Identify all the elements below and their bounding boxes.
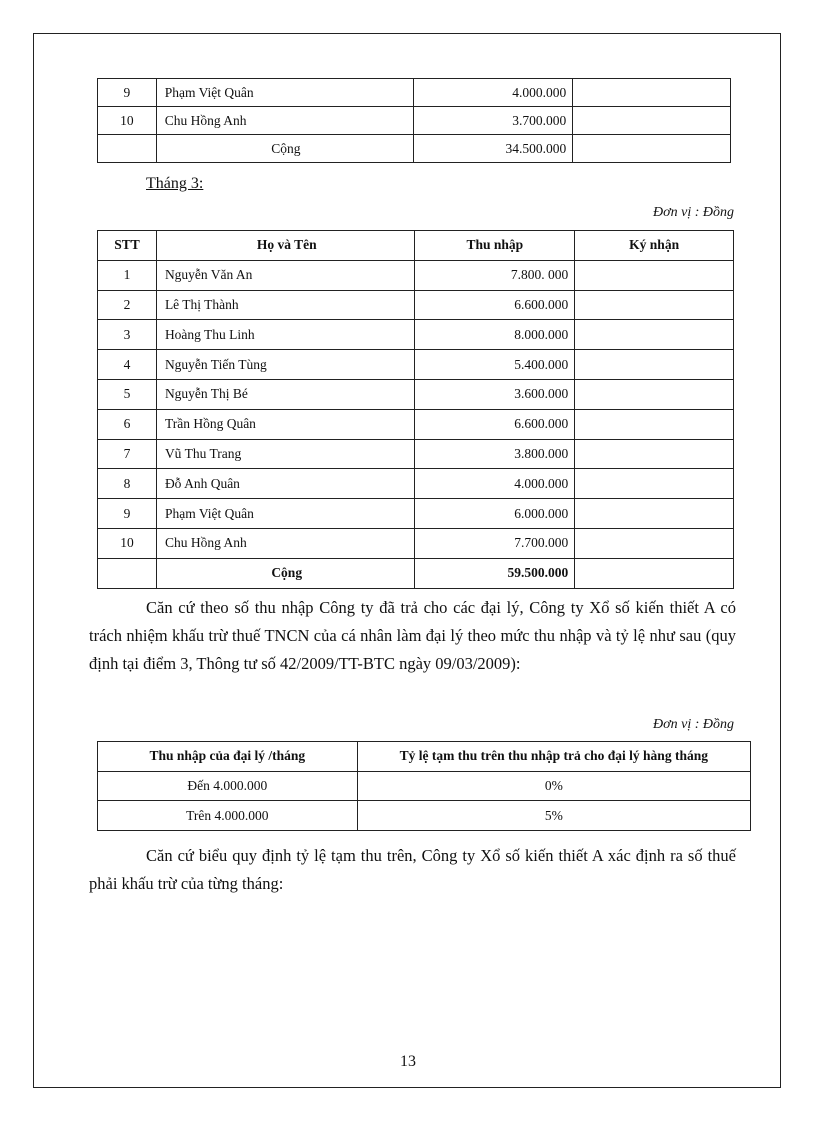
sign-cell bbox=[575, 499, 734, 529]
total-row bbox=[98, 135, 731, 163]
table-row bbox=[98, 379, 734, 409]
sign-cell bbox=[575, 439, 734, 469]
income-cell: Trên 4.000.000 bbox=[98, 801, 358, 831]
sign-cell bbox=[573, 107, 731, 135]
stt-cell: 10 bbox=[98, 107, 157, 135]
header-row bbox=[98, 231, 734, 261]
stt-cell: 8 bbox=[98, 469, 157, 499]
header-income: Thu nhập bbox=[415, 231, 575, 261]
previous-month-table bbox=[97, 78, 731, 163]
table-row bbox=[98, 260, 734, 290]
header-sign: Ký nhận bbox=[575, 231, 734, 261]
stt-cell: 1 bbox=[98, 260, 157, 290]
total-amount: 59.500.000 bbox=[415, 558, 575, 588]
table-row bbox=[98, 350, 734, 380]
rate-cell: 5% bbox=[357, 801, 750, 831]
table-row bbox=[98, 290, 734, 320]
sign-cell bbox=[575, 558, 734, 588]
stt-cell: 9 bbox=[98, 499, 157, 529]
march-income-table bbox=[97, 230, 734, 589]
table-row bbox=[98, 409, 734, 439]
stt-cell: 2 bbox=[98, 290, 157, 320]
amount-cell: 7.700.000 bbox=[415, 528, 575, 558]
total-label: Cộng bbox=[156, 135, 413, 163]
amount-cell: 4.000.000 bbox=[415, 469, 575, 499]
sign-cell bbox=[575, 528, 734, 558]
page-number: 13 bbox=[400, 1053, 416, 1070]
name-cell: Chu Hồng Anh bbox=[156, 528, 415, 558]
income-cell: Đến 4.000.000 bbox=[98, 771, 358, 801]
name-cell: Vũ Thu Trang bbox=[156, 439, 415, 469]
amount-cell: 7.800. 000 bbox=[415, 260, 575, 290]
total-row bbox=[98, 558, 734, 588]
header-name: Họ và Tên bbox=[156, 231, 415, 261]
table-row bbox=[98, 771, 751, 801]
table-row bbox=[98, 79, 731, 107]
name-cell: Chu Hồng Anh bbox=[156, 107, 413, 135]
paragraph-withholding: Căn cứ theo số thu nhập Công ty đã trả cho các đại lý, Công ty Xổ số kiến thiết A có trách nhiệm khấu trừ thuế TNCN của cá nhân làm đại lý theo mức thu nhập và tỷ lệ như sau (quy định tại điểm 3, Thông tư số 42/2009/TT-BTC ngày 09/03/2009): bbox=[89, 598, 736, 673]
table-row bbox=[98, 528, 734, 558]
name-cell: Đỗ Anh Quân bbox=[156, 469, 415, 499]
header-income: Thu nhập của đại lý /tháng bbox=[98, 742, 358, 772]
header-row bbox=[98, 742, 751, 772]
name-cell: Phạm Việt Quân bbox=[156, 499, 415, 529]
tax-rate-table bbox=[97, 741, 751, 831]
name-cell: Phạm Việt Quân bbox=[156, 79, 413, 107]
table-row bbox=[98, 801, 751, 831]
amount-cell: 5.400.000 bbox=[415, 350, 575, 380]
paragraph-rate-basis: Căn cứ biểu quy định tỷ lệ tạm thu trên, Công ty Xổ số kiến thiết A xác định ra số thuế phải khấu trừ của từng tháng: bbox=[89, 846, 736, 893]
stt-cell: 9 bbox=[98, 79, 157, 107]
name-cell: Lê Thị Thành bbox=[156, 290, 415, 320]
sign-cell bbox=[575, 350, 734, 380]
table-row bbox=[98, 439, 734, 469]
name-cell: Nguyễn Thị Bé bbox=[156, 379, 415, 409]
amount-cell: 4.000.000 bbox=[413, 79, 572, 107]
amount-cell: 3.800.000 bbox=[415, 439, 575, 469]
name-cell: Nguyễn Văn An bbox=[156, 260, 415, 290]
stt-cell: 7 bbox=[98, 439, 157, 469]
sign-cell bbox=[575, 469, 734, 499]
table-row bbox=[98, 320, 734, 350]
sign-cell bbox=[575, 320, 734, 350]
table-row bbox=[98, 107, 731, 135]
month-heading: Tháng 3: bbox=[146, 175, 204, 192]
sign-cell bbox=[575, 409, 734, 439]
total-label: Cộng bbox=[156, 558, 415, 588]
sign-cell bbox=[575, 260, 734, 290]
total-amount: 34.500.000 bbox=[413, 135, 572, 163]
amount-cell: 6.600.000 bbox=[415, 290, 575, 320]
amount-cell: 6.600.000 bbox=[415, 409, 575, 439]
table-row bbox=[98, 499, 734, 529]
amount-cell: 6.000.000 bbox=[415, 499, 575, 529]
amount-cell: 3.700.000 bbox=[413, 107, 572, 135]
stt-cell bbox=[98, 558, 157, 588]
amount-cell: 8.000.000 bbox=[415, 320, 575, 350]
name-cell: Nguyễn Tiến Tùng bbox=[156, 350, 415, 380]
stt-cell: 4 bbox=[98, 350, 157, 380]
amount-cell: 3.600.000 bbox=[415, 379, 575, 409]
sign-cell bbox=[573, 135, 731, 163]
header-stt: STT bbox=[98, 231, 157, 261]
sign-cell bbox=[575, 290, 734, 320]
stt-cell: 3 bbox=[98, 320, 157, 350]
sign-cell bbox=[575, 379, 734, 409]
sign-cell bbox=[573, 79, 731, 107]
name-cell: Trần Hồng Quân bbox=[156, 409, 415, 439]
stt-cell: 6 bbox=[98, 409, 157, 439]
stt-cell: 5 bbox=[98, 379, 157, 409]
unit-label-2: Đơn vị : Đồng bbox=[653, 717, 734, 732]
header-rate: Tỷ lệ tạm thu trên thu nhập trả cho đại lý hàng tháng bbox=[357, 742, 750, 772]
stt-cell: 10 bbox=[98, 528, 157, 558]
table-row bbox=[98, 469, 734, 499]
unit-label: Đơn vị : Đồng bbox=[653, 205, 734, 220]
name-cell: Hoàng Thu Linh bbox=[156, 320, 415, 350]
rate-cell: 0% bbox=[357, 771, 750, 801]
stt-cell bbox=[98, 135, 157, 163]
